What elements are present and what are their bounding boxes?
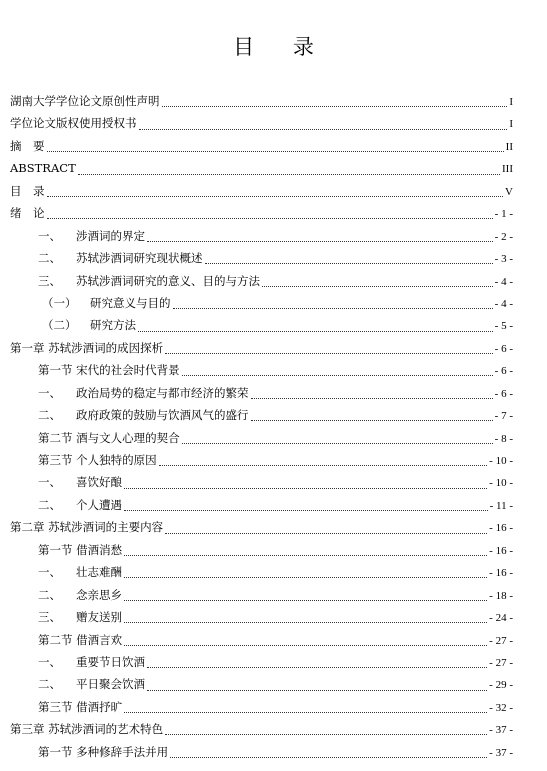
toc-entry-label: 第一章 苏轼涉酒词的成因探析 xyxy=(10,340,164,355)
toc-entry-label: 政府政策的鼓励与饮酒风气的盛行 xyxy=(76,408,249,423)
dot-leader xyxy=(165,526,487,534)
toc-entry[interactable] xyxy=(10,673,513,695)
toc-entry-page: - 18 - xyxy=(489,589,513,602)
toc-entry-label: 第一节 宋代的社会时代背景 xyxy=(38,363,180,378)
toc-entry-page: - 8 - xyxy=(494,432,513,445)
toc-entry-label: 个人遭遇 xyxy=(76,497,122,512)
toc-entry-page: - 16 - xyxy=(489,522,513,535)
toc-entry-label: 平日聚会饮酒 xyxy=(76,677,145,692)
toc-entry-page: - 6 - xyxy=(494,342,513,355)
toc-entry-page: - 1 - xyxy=(494,208,513,221)
dot-leader xyxy=(173,301,493,309)
toc-entry-label: 第二节 借酒言欢 xyxy=(38,632,123,647)
toc-entry-label: 苏轼涉酒词研究的意义、目的与方法 xyxy=(76,273,260,288)
toc-entry[interactable] xyxy=(10,202,513,224)
dot-leader xyxy=(47,189,504,197)
toc-entry-number: 一、 xyxy=(38,385,61,400)
dot-leader xyxy=(78,167,500,175)
toc-entry[interactable] xyxy=(10,629,513,651)
toc-entry-page: - 5 - xyxy=(494,320,513,333)
page-title: 目 录 xyxy=(233,35,330,59)
toc-entry[interactable] xyxy=(10,247,513,269)
toc-entry-label: 绪 论 xyxy=(10,206,45,221)
toc-entry[interactable] xyxy=(10,606,513,628)
dot-leader xyxy=(124,615,487,623)
table-of-contents xyxy=(10,90,513,763)
toc-entry-page: - 2 - xyxy=(494,230,513,243)
toc-entry-label: 学位论文版权使用授权书 xyxy=(10,116,137,131)
toc-entry[interactable] xyxy=(10,696,513,718)
dot-leader xyxy=(147,660,487,668)
toc-entry[interactable] xyxy=(10,516,513,538)
toc-entry[interactable] xyxy=(10,404,513,426)
dot-leader xyxy=(182,368,493,376)
dot-leader xyxy=(124,705,487,713)
dot-leader xyxy=(139,122,508,130)
toc-entry-page: - 27 - xyxy=(489,656,513,669)
toc-entry-number: （二） xyxy=(42,318,77,333)
dot-leader xyxy=(124,481,487,489)
dot-leader xyxy=(138,324,493,332)
dot-leader xyxy=(147,683,487,691)
toc-entry-number: 二、 xyxy=(38,497,61,512)
toc-entry[interactable] xyxy=(10,539,513,561)
toc-entry-page: V xyxy=(505,185,513,198)
dot-leader xyxy=(251,413,493,421)
dot-leader xyxy=(124,548,487,556)
toc-entry-label: 研究意义与目的 xyxy=(90,295,171,310)
toc-entry-page: - 4 - xyxy=(494,297,513,310)
toc-entry[interactable] xyxy=(10,471,513,493)
toc-entry[interactable] xyxy=(10,292,513,314)
toc-entry-number: 一、 xyxy=(38,475,61,490)
toc-entry-label: 第一节 借酒消愁 xyxy=(38,542,123,557)
toc-entry-number: 一、 xyxy=(38,565,61,580)
toc-entry-number: 二、 xyxy=(38,408,61,423)
toc-entry[interactable] xyxy=(10,337,513,359)
toc-entry-label: ABSTRACT xyxy=(10,161,76,176)
toc-entry-label: 第一节 多种修辞手法并用 xyxy=(38,744,169,759)
toc-entry-page: - 6 - xyxy=(494,387,513,400)
toc-entry-number: （一） xyxy=(42,295,77,310)
toc-entry-label: 重要节日饮酒 xyxy=(76,654,145,669)
toc-entry-number: 二、 xyxy=(38,251,61,266)
toc-entry-label: 目 录 xyxy=(10,183,45,198)
toc-entry-number: 一、 xyxy=(38,228,61,243)
toc-entry[interactable] xyxy=(10,157,513,179)
toc-entry-label: 第三节 借酒抒旷 xyxy=(38,699,123,714)
dot-leader xyxy=(165,346,493,354)
toc-entry[interactable] xyxy=(10,741,513,763)
dot-leader xyxy=(262,279,493,287)
toc-entry[interactable] xyxy=(10,270,513,292)
toc-entry-label: 第三节 个人独特的原因 xyxy=(38,453,157,467)
toc-entry[interactable] xyxy=(10,382,513,404)
dot-leader xyxy=(251,391,493,399)
toc-entry-label: 政治局势的稳定与都市经济的繁荣 xyxy=(76,385,249,400)
toc-entry-page: I xyxy=(509,118,513,131)
toc-entry[interactable] xyxy=(10,359,513,381)
toc-entry-label: 赠友送别 xyxy=(76,610,122,625)
dot-leader xyxy=(124,593,487,601)
toc-entry-page: - 24 - xyxy=(489,612,513,625)
toc-entry-label: 第二节 酒与文人心理的契合 xyxy=(38,430,180,445)
toc-entry[interactable] xyxy=(10,314,513,336)
toc-entry[interactable] xyxy=(10,561,513,583)
toc-entry-page: - 3 - xyxy=(494,253,513,266)
toc-entry-page: I xyxy=(509,96,513,108)
toc-entry-page: - 37 - xyxy=(489,724,513,737)
toc-entry[interactable] xyxy=(10,449,513,471)
toc-entry-label: 苏轼涉酒词研究现状概述 xyxy=(76,251,203,266)
toc-entry-page: - 10 - xyxy=(489,477,513,490)
dot-leader xyxy=(124,503,488,511)
toc-entry-label: 摘 要 xyxy=(10,138,45,153)
toc-entry-page: - 27 - xyxy=(489,634,513,647)
dot-leader xyxy=(47,144,504,152)
toc-entry-page: III xyxy=(502,163,513,176)
toc-entry-page: - 37 - xyxy=(489,746,513,759)
toc-entry-label: 第三章 苏轼涉酒词的艺术特色 xyxy=(10,722,164,737)
toc-entry[interactable] xyxy=(10,135,513,157)
toc-entry[interactable] xyxy=(10,718,513,740)
dot-leader xyxy=(124,638,487,646)
toc-entry-number: 二、 xyxy=(38,677,61,692)
toc-entry-page: - 4 - xyxy=(494,275,513,288)
toc-entry[interactable] xyxy=(10,180,513,202)
dot-leader xyxy=(205,256,493,264)
dot-leader xyxy=(159,458,488,466)
toc-entry-page: - 29 - xyxy=(489,679,513,692)
toc-entry-label: 研究方法 xyxy=(90,318,136,333)
toc-entry[interactable] xyxy=(10,651,513,673)
toc-entry[interactable] xyxy=(10,584,513,606)
toc-entry-label: 念亲思乡 xyxy=(76,587,122,602)
toc-entry-page: - 16 - xyxy=(489,544,513,557)
toc-entry-label: 壮志难酬 xyxy=(76,565,122,580)
toc-entry-label: 涉酒词的界定 xyxy=(76,228,145,243)
toc-entry[interactable] xyxy=(10,112,513,134)
toc-entry-page: II xyxy=(505,140,513,153)
dot-leader xyxy=(124,570,487,578)
toc-entry[interactable] xyxy=(10,225,513,247)
toc-entry-page: - 7 - xyxy=(494,410,513,423)
toc-entry-number: 三、 xyxy=(38,610,61,625)
toc-entry-page: - 11 - xyxy=(489,499,513,512)
toc-entry-number: 一、 xyxy=(38,654,61,669)
toc-entry-page: - 32 - xyxy=(489,701,513,714)
toc-entry[interactable] xyxy=(10,494,513,516)
toc-entry-page: - 16 - xyxy=(489,567,513,580)
toc-entry-number: 三、 xyxy=(38,273,61,288)
toc-entry-label: 第二章 苏轼涉酒词的主要内容 xyxy=(10,520,164,535)
dot-leader xyxy=(170,750,487,758)
toc-entry[interactable] xyxy=(10,90,513,112)
toc-entry-number: 二、 xyxy=(38,587,61,602)
dot-leader xyxy=(147,234,493,242)
toc-entry-label: 湖南大学学位论文原创性声明 xyxy=(10,94,160,108)
toc-entry[interactable] xyxy=(10,427,513,449)
toc-entry-page: - 6 - xyxy=(494,365,513,378)
toc-entry-page: - 10 - xyxy=(489,455,513,467)
dot-leader xyxy=(47,211,493,219)
dot-leader xyxy=(162,99,508,107)
dot-leader xyxy=(182,436,493,444)
toc-entry-label: 喜饮好酿 xyxy=(76,475,122,490)
dot-leader xyxy=(165,727,487,735)
